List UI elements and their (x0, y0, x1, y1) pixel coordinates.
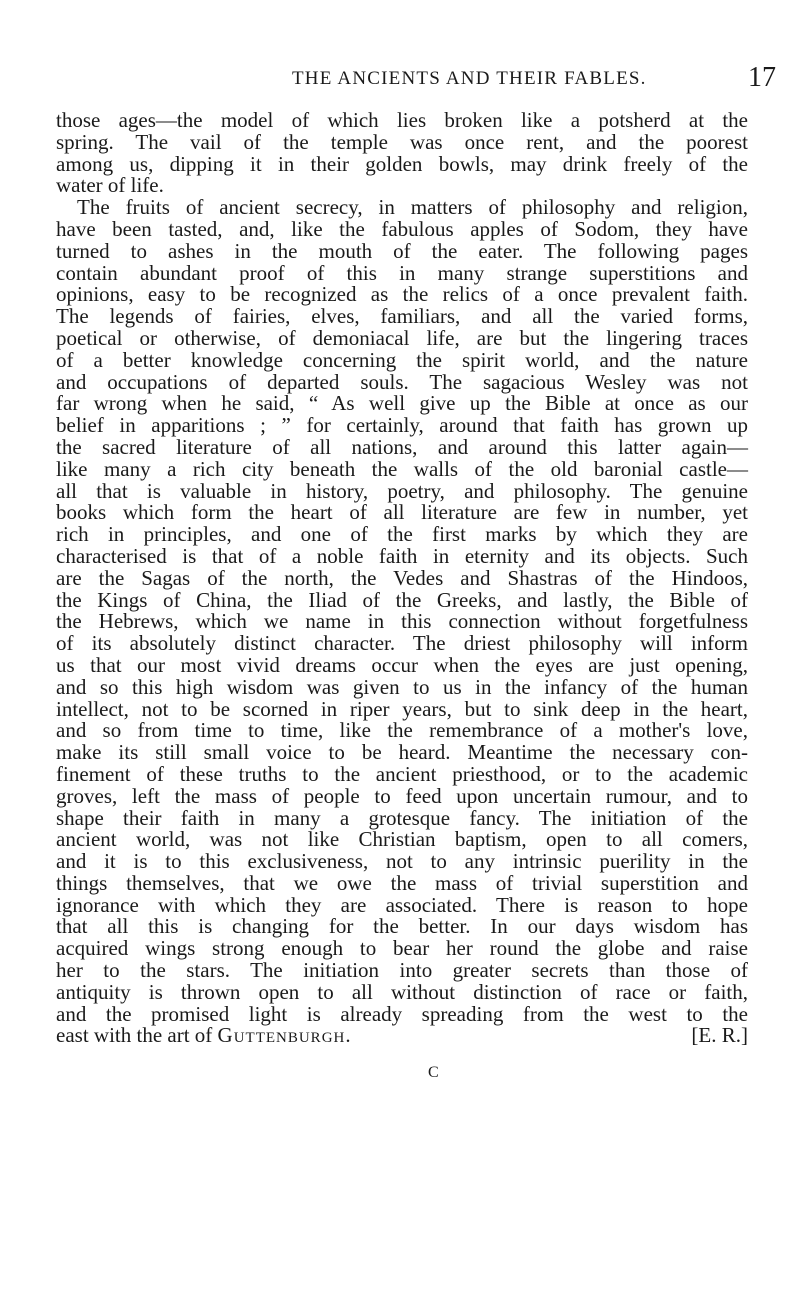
text-line: make its still small voice to be heard. Meantime the necessary con- (56, 740, 748, 765)
text-line: The legends of fairies, elves, familiars, and all the varied forms, (56, 304, 748, 329)
text-line: acquired wings strong enough to bear her round the globe and raise (56, 936, 748, 961)
text-line: like many a rich city beneath the walls of the old baronial castle— (56, 456, 748, 481)
text-line: books which form the heart of all literature are few in number, yet (56, 500, 748, 525)
text-line: groves, left the mass of people to feed upon uncertain rumour, and to (56, 783, 748, 808)
text-line: opinions, easy to be recognized as the relics of a once prevalent faith. (56, 282, 748, 307)
text-line: things themselves, that we owe the mass of trivial superstition and (56, 870, 748, 895)
text-line: ancient world, was not like Christian baptism, open to all comers, (56, 827, 748, 852)
text-line: The fruits of ancient secrecy, in matters of philosophy and religion, (77, 195, 748, 220)
text-line: rich in principles, and one of the first marks by which they are (56, 522, 748, 547)
text-line: of a better knowledge concerning the spirit world, and the nature (56, 347, 748, 372)
text-line: and it is to this exclusiveness, not to any intrinsic puerility in the (56, 849, 748, 874)
text-line: those ages—the model of which lies broken like a potsherd at the (56, 108, 748, 132)
text-line: water of life. (56, 173, 164, 198)
text-line: the sacred literature of all nations, and around this latter again— (56, 434, 748, 459)
running-title: THE ANCIENTS AND THEIR FABLES. (292, 68, 647, 89)
text-line: all that is valuable in history, poetry, and philosophy. The genuine (56, 478, 748, 503)
body-text (56, 110, 748, 1047)
page-number: 17 (748, 62, 776, 93)
text-line: far wrong when he said, “ As well give up the Bible at once as our (56, 391, 748, 416)
text-line: and the promised light is already spreading from the west to the (56, 1001, 748, 1026)
text-line: of its absolutely distinct character. The driest philosophy will inform (56, 631, 748, 656)
final-line-text (56, 1025, 352, 1047)
text-line: us that our most vivid dreams occur when the eyes are just opening, (56, 652, 748, 677)
text-line: among us, dipping it in their golden bowls, may drink freely of the (56, 151, 748, 176)
text-line: contain abundant proof of this in many strange superstitions and (56, 260, 748, 285)
guttenburgh-name: Guttenburgh. (217, 1023, 352, 1048)
text-line: belief in apparitions ; ” for certainly, around that faith has grown up (56, 413, 748, 438)
text-line: her to the stars. The initiation into greater secrets than those of (56, 958, 748, 983)
text-line: characterised is that of a noble faith in eternity and its objects. Such (56, 543, 748, 568)
final-line (56, 1025, 748, 1047)
text-line: ignorance with which they are associated. There is reason to hope (56, 892, 748, 917)
text-line: intellect, not to be scorned in riper years, but to sink deep in the heart, (56, 696, 748, 721)
text-line: are the Sagas of the north, the Vedes and Shastras of the Hindoos, (56, 565, 748, 590)
text-line: the Kings of China, the Iliad of the Greeks, and lastly, the Bible of (56, 587, 748, 612)
running-head (0, 62, 801, 108)
text-line: spring. The vail of the temple was once rent, and the poorest (56, 129, 748, 154)
text-line: and so this high wisdom was given to us in the infancy of the human (56, 674, 748, 699)
text-line: and occupations of departed souls. The sagacious Wesley was not (56, 369, 748, 394)
text-line: and so from time to time, like the remembrance of a mother's love, (56, 718, 748, 743)
text-line: antiquity is thrown open to all without distinction of race or faith, (56, 979, 748, 1004)
text-line: finement of these truths to the ancient priesthood, or to the academic (56, 761, 748, 786)
text-line: turned to ashes in the mouth of the eater. The following pages (56, 238, 748, 263)
text-line: poetical or otherwise, of demoniacal life, are but the lingering traces (56, 325, 748, 350)
text-line: that all this is changing for the better. In our days wisdom has (56, 914, 748, 939)
signature-mark: C (428, 1064, 439, 1081)
text-line: shape their faith in many a grotesque fancy. The initiation of the (56, 805, 748, 830)
text-line: the Hebrews, which we name in this connection without forgetfulness (56, 609, 748, 634)
text-line: have been tasted, and, like the fabulous apples of Sodom, they have (56, 216, 748, 241)
author-initials: [E. R.] (691, 1023, 748, 1048)
final-line-prefix: east with the art of (56, 1023, 218, 1048)
